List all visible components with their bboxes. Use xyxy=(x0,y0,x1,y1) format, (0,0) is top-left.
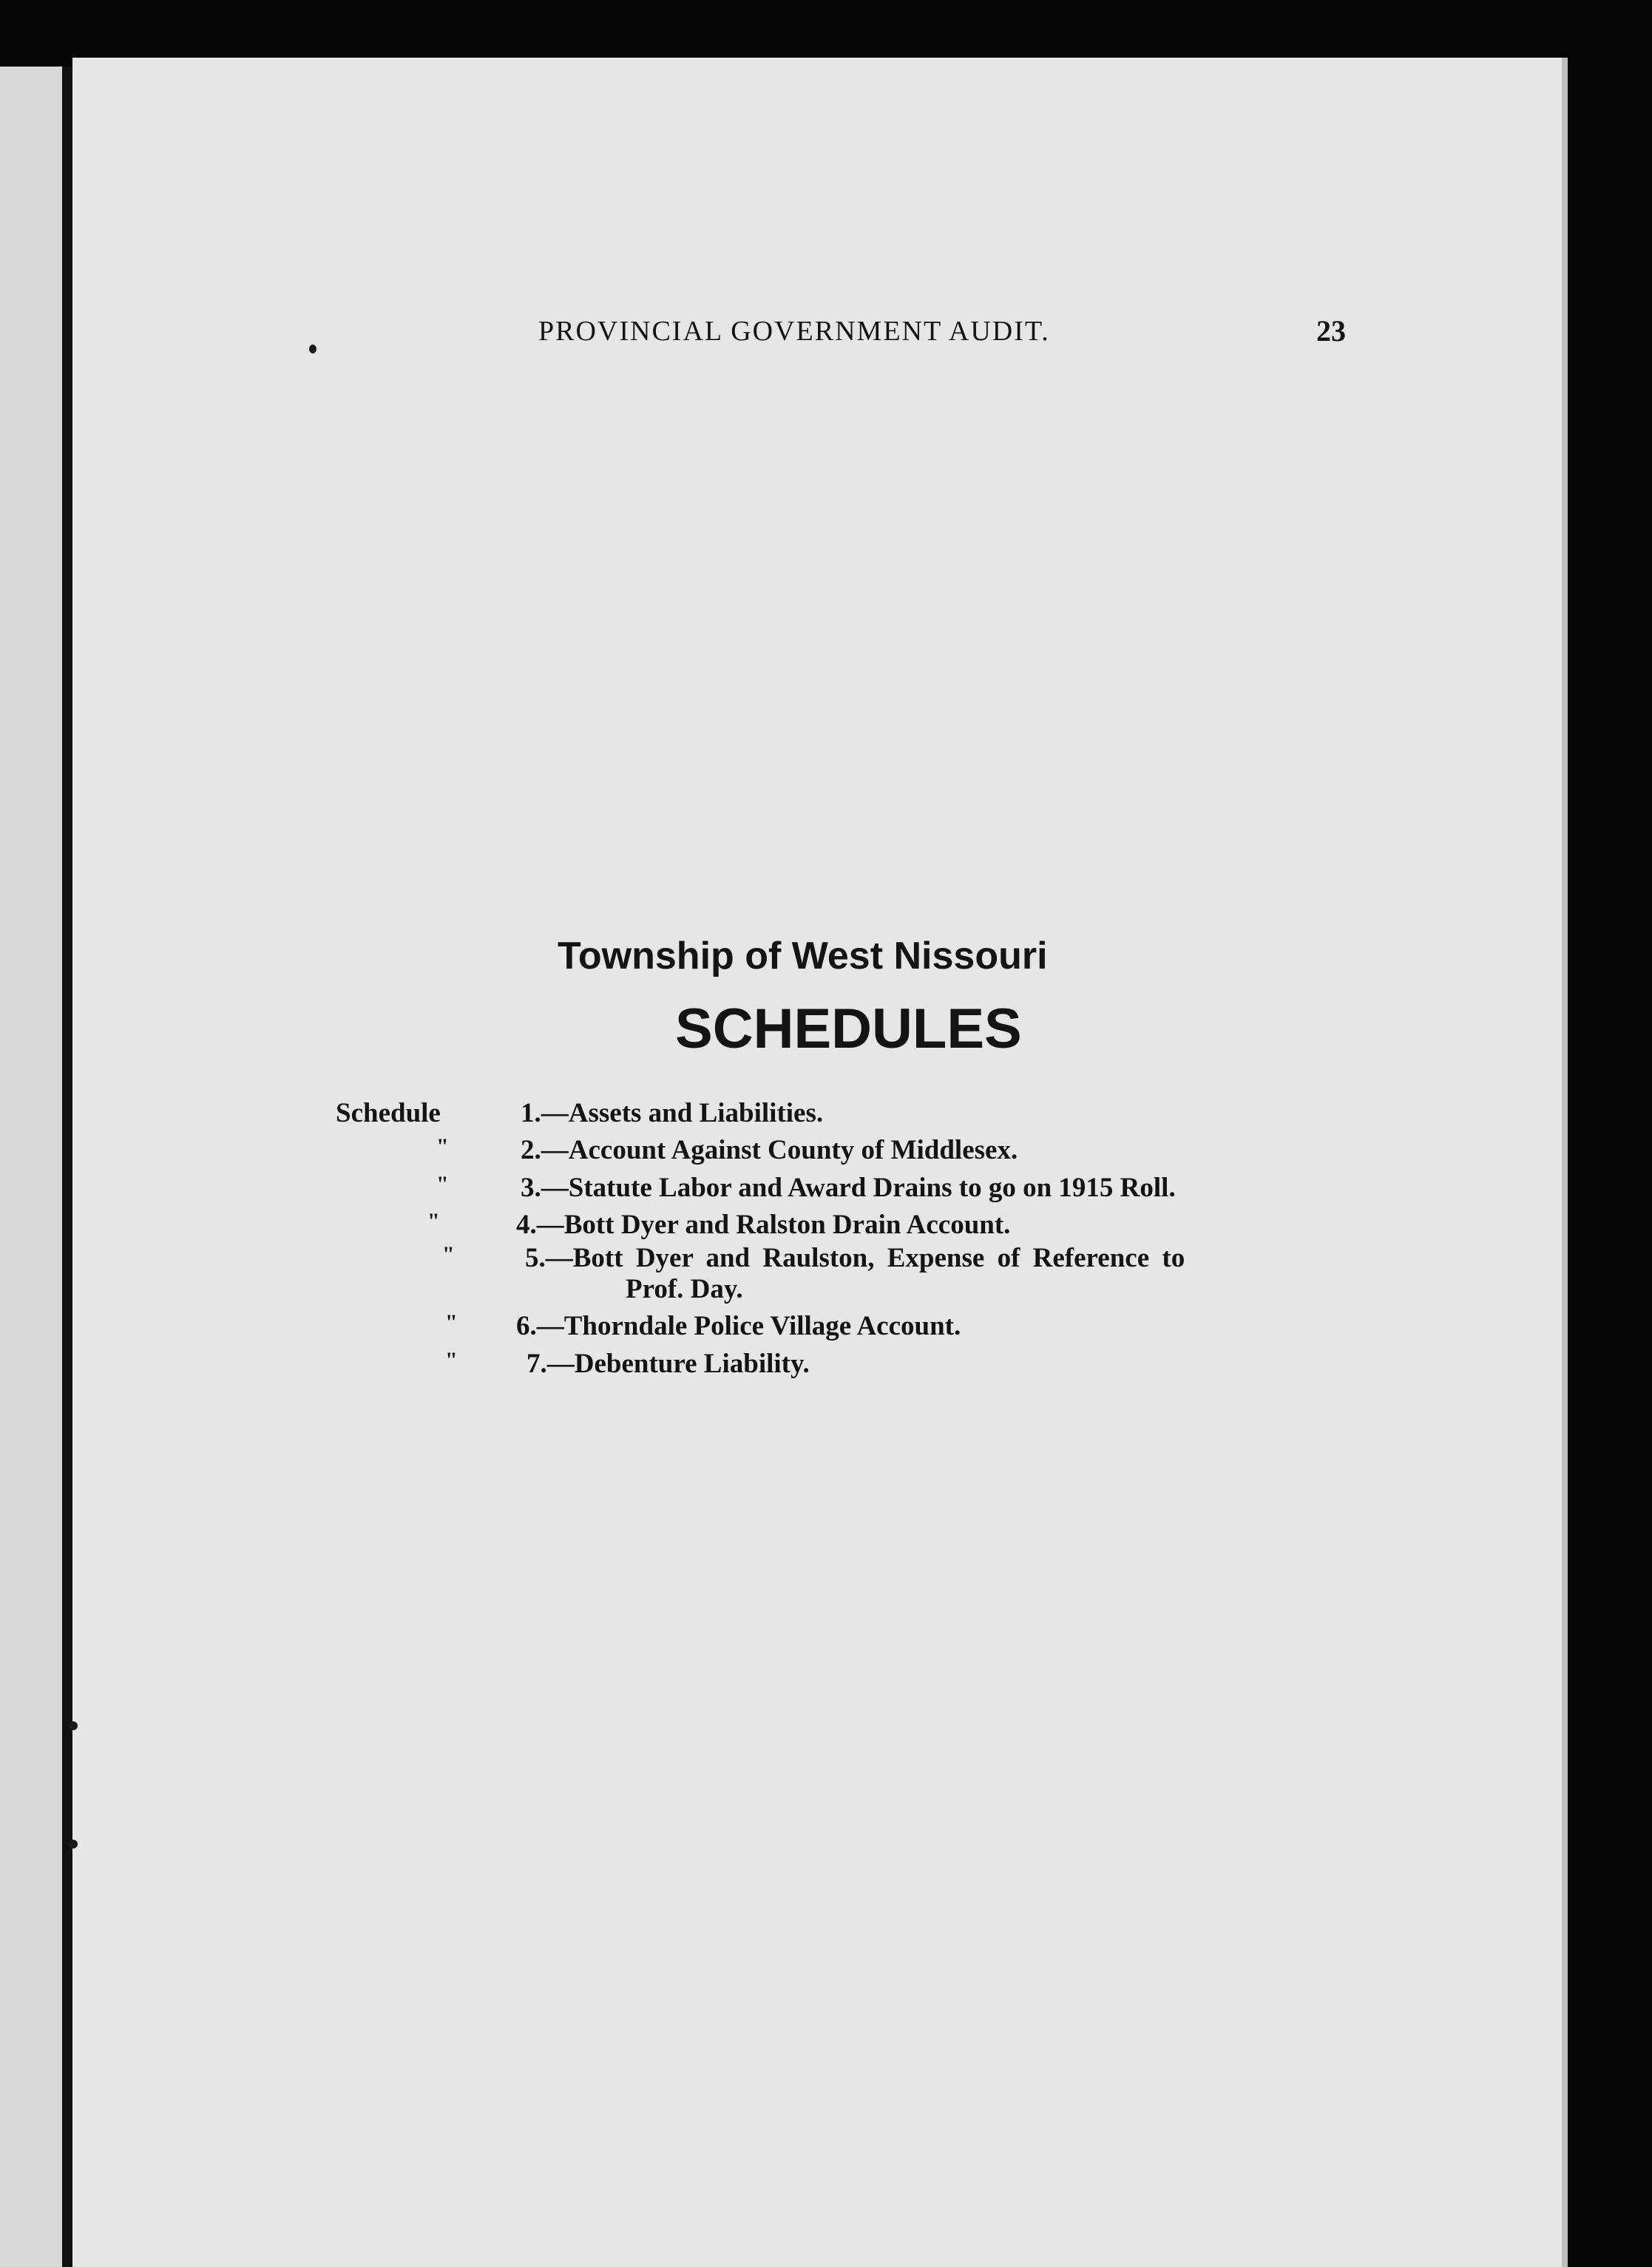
schedule-item-4: 4.—Bott Dyer and Ralston Drain Account. xyxy=(516,1210,1011,1240)
binding-rule xyxy=(62,67,72,2267)
schedule-item-3: 3.—Statute Labor and Award Drains to go on 1915 Roll. xyxy=(521,1173,1176,1203)
ditto-mark: " xyxy=(445,1348,458,1372)
ditto-mark: " xyxy=(436,1134,449,1159)
township-title: Township of West Nissouri xyxy=(558,935,1048,977)
schedule-lead-word: Schedule xyxy=(336,1098,441,1128)
schedule-item-2: 2.—Account Against County of Middlesex. xyxy=(521,1135,1018,1165)
stray-mark xyxy=(69,1721,78,1730)
ditto-mark: " xyxy=(445,1310,458,1335)
schedule-item-1: 1.—Assets and Liabilities. xyxy=(521,1098,824,1128)
schedule-item-5-continuation: Prof. Day. xyxy=(626,1274,743,1304)
page-edge-shadow xyxy=(1562,58,1568,2267)
ditto-mark: " xyxy=(442,1242,455,1267)
schedule-item-7: 7.—Debenture Liability. xyxy=(527,1349,810,1379)
page-number: 23 xyxy=(1316,314,1346,348)
facing-page-edge xyxy=(0,67,71,2267)
ditto-mark: " xyxy=(427,1209,440,1233)
schedule-item-6: 6.—Thorndale Police Village Account. xyxy=(516,1311,961,1341)
schedules-heading: SCHEDULES xyxy=(675,997,1022,1060)
stray-mark xyxy=(69,1840,78,1848)
ditto-mark: " xyxy=(436,1172,449,1196)
schedule-item-5: 5.—Bott Dyer and Raulston, Expense of Reference to xyxy=(525,1243,1185,1273)
running-head: PROVINCIAL GOVERNMENT AUDIT. xyxy=(538,316,1050,347)
stray-mark xyxy=(309,345,316,353)
